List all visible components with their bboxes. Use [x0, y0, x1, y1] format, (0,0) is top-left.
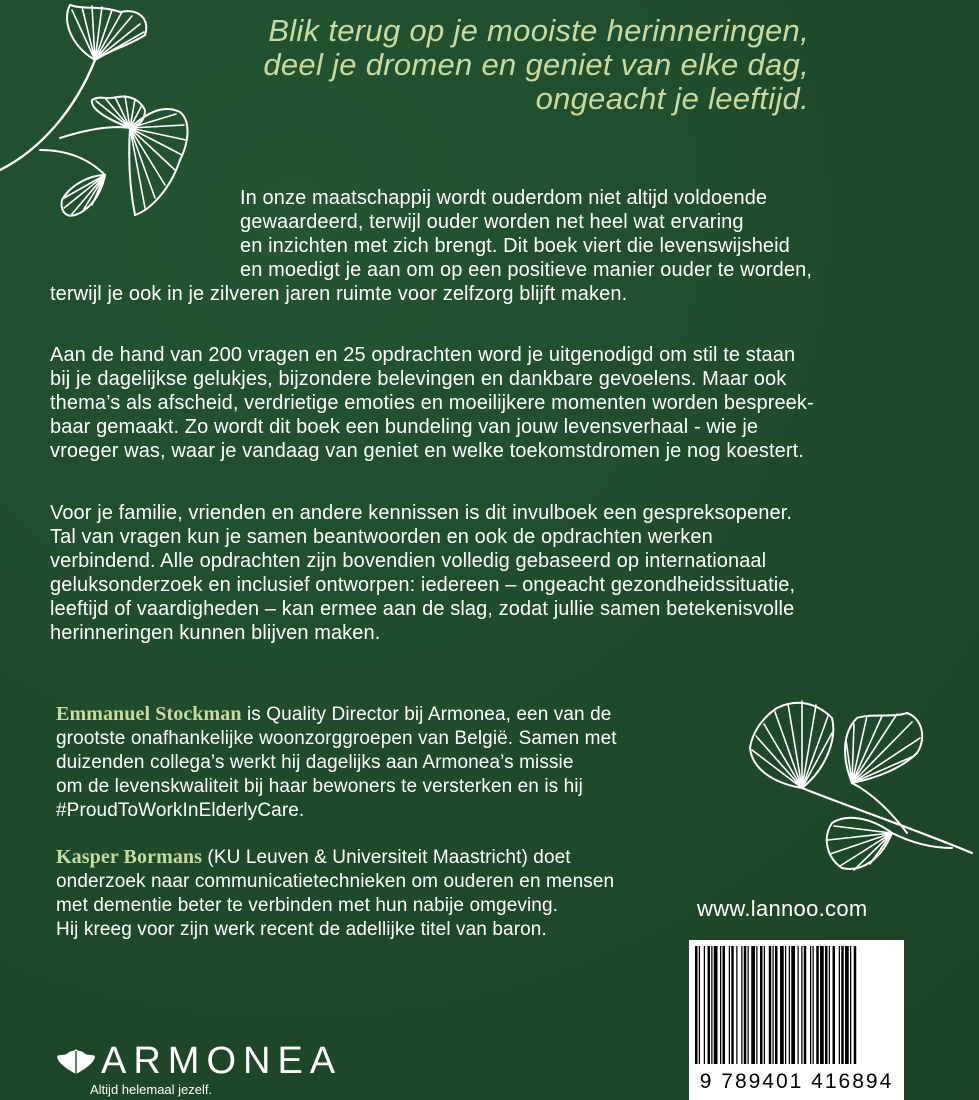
barcode-bar: [736, 946, 737, 1064]
barcode-bar: [801, 946, 802, 1064]
barcode-bar: [785, 946, 786, 1064]
author-bio-stockman: [56, 702, 696, 823]
intro-line: gewaardeerd, terwijl ouder worden net heel wat ervaring: [240, 211, 744, 233]
barcode-bar: [798, 946, 799, 1064]
paragraph-line: baar gemaakt. Zo wordt dit boek een bundeling van jouw levensverhaal - wie je: [50, 416, 759, 438]
tagline-line: deel je dromen en geniet van elke dag,: [263, 47, 809, 82]
bio-line: grootste onafhankelijke woonzorggroepen van België. Samen met: [56, 728, 617, 749]
isbn-number: 9 789401 416894: [699, 1070, 894, 1093]
paragraph-line: thema’s als afscheid, verdrietige emoties en moeilijkere momenten worden bespreek-: [50, 392, 814, 414]
barcode-bar: [791, 946, 795, 1064]
barcode-bar: [841, 946, 844, 1064]
armonea-logo: [55, 1040, 375, 1100]
barcode-bar: [829, 946, 830, 1064]
barcode-bar: [731, 946, 734, 1064]
tagline-line: ongeacht je leeftijd.: [535, 81, 809, 116]
intro-line: In onze maatschappij wordt ouderdom niet altijd voldoende: [240, 187, 768, 209]
barcode-bar: [833, 946, 836, 1064]
author-name: Kasper Bormans: [56, 846, 203, 868]
barcode-bar: [760, 946, 763, 1064]
barcode-bar: [699, 946, 700, 1064]
bio-line: onderzoek naar communicatietechnieken om ouderen en mensen: [56, 871, 615, 892]
description-paragraph-3: [50, 501, 930, 645]
barcode-bar: [764, 946, 765, 1064]
paragraph-line: vroeger was, waar je vandaag van geniet en welke toekomstdromen je nog koestert.: [50, 440, 804, 462]
paragraph-line: Voor je familie, vrienden en andere kennissen is dit invulboek een gespreksopener.: [50, 502, 792, 524]
bio-line: om de levenskwaliteit bij haar bewoners te versterken en is hij: [56, 776, 583, 797]
paragraph-line: leeftijd of vaardigheden – kan ermee aan de slag, zodat jullie samen betekenisvolle: [50, 598, 795, 620]
barcode-bar: [813, 946, 814, 1064]
barcode-bar: [773, 946, 774, 1064]
barcode-bar: [769, 946, 772, 1064]
barcode-bar: [751, 946, 755, 1064]
publisher-website[interactable]: www.lannoo.com: [697, 896, 868, 921]
barcode-bar: [845, 946, 849, 1064]
barcode-bar: [850, 946, 851, 1064]
tagline: [159, 14, 809, 116]
barcode-bar: [789, 946, 790, 1064]
barcode-bar: [695, 946, 698, 1064]
barcode-bars: [689, 940, 904, 1070]
barcode-bar: [854, 946, 857, 1064]
barcode-bar: [708, 946, 711, 1064]
barcode-bar: [744, 946, 747, 1064]
barcode-bar: [804, 946, 807, 1064]
barcode-bar: [810, 946, 811, 1064]
bio-first-line-rest: is Quality Director bij Armonea, een van de: [241, 704, 612, 725]
bio-line: #ProudToWorkInElderlyCare.: [56, 800, 305, 821]
intro-line: en moedigt je aan om op een positieve manier ouder te worden,: [240, 259, 813, 281]
brand-tagline: Altijd helemaal jezelf.: [90, 1082, 213, 1097]
paragraph-line: bij je dagelijkse gelukjes, bijzondere belevingen en dankbare gevoelens. Maar ook: [50, 368, 787, 390]
tagline-line: Blik terug op je mooiste herinneringen,: [268, 13, 809, 48]
bio-first-line: [56, 845, 696, 870]
intro-line: terwijl je ook in je zilveren jaren ruimte voor zelfzorg blijft maken.: [50, 283, 628, 305]
barcode-bar: [723, 946, 726, 1064]
barcode-bar: [820, 946, 824, 1064]
barcode-bar: [825, 946, 828, 1064]
bio-first-line-rest: (KU Leuven & Universiteit Maastricht) doet: [202, 847, 571, 868]
ginkgo-leaf-icon: [55, 1046, 97, 1076]
paragraph-line: Tal van vragen kun je samen beantwoorden en ook de opdrachten werken: [50, 526, 713, 548]
barcode-bar: [711, 946, 712, 1064]
bio-line: duizenden collega’s werkt hij dagelijks aan Armonea’s missie: [56, 752, 574, 773]
paragraph-line: geluksonderzoek en inclusief ontworpen: iedereen – ongeacht gezondheidssituatie,: [50, 574, 796, 596]
barcode-bar: [729, 946, 730, 1064]
intro-line: en inzichten met zich brengt. Dit boek viert die levenswijsheid: [240, 235, 790, 257]
barcode-bar: [816, 946, 819, 1064]
barcode-bar: [839, 946, 840, 1064]
bio-line: met dementie beter te verbinden met hun nabije omgeving.: [56, 895, 559, 916]
barcode-bar: [720, 946, 721, 1064]
barcode-bar: [748, 946, 749, 1064]
paragraph-line: Aan de hand van 200 vragen en 25 opdrachten word je uitgenodigd om stil te staan: [50, 344, 796, 366]
barcode-bar: [780, 946, 784, 1064]
description-paragraph-2: [50, 343, 930, 463]
paragraph-line: verbindend. Alle opdrachten zijn bovendien volledig gebaseerd op internationaal: [50, 550, 767, 572]
bio-line: Hij kreeg voor zijn werk recent de adellijke titel van baron.: [56, 919, 547, 940]
author-bio-bormans: [56, 845, 696, 942]
barcode-bar: [741, 946, 742, 1064]
barcode-bar: [704, 946, 705, 1064]
barcode-bar: [775, 946, 778, 1064]
bio-first-line: [56, 702, 696, 727]
brand-name: ARMONEA: [101, 1040, 343, 1082]
author-name: Emmanuel Stockman: [56, 703, 242, 725]
intro-paragraph: [50, 186, 940, 306]
barcode-bar: [714, 946, 718, 1064]
isbn-barcode: [689, 940, 904, 1100]
paragraph-line: herinneringen kunnen blijven maken.: [50, 622, 381, 644]
barcode-bar: [756, 946, 757, 1064]
ginkgo-leaves-icon: [742, 688, 979, 908]
